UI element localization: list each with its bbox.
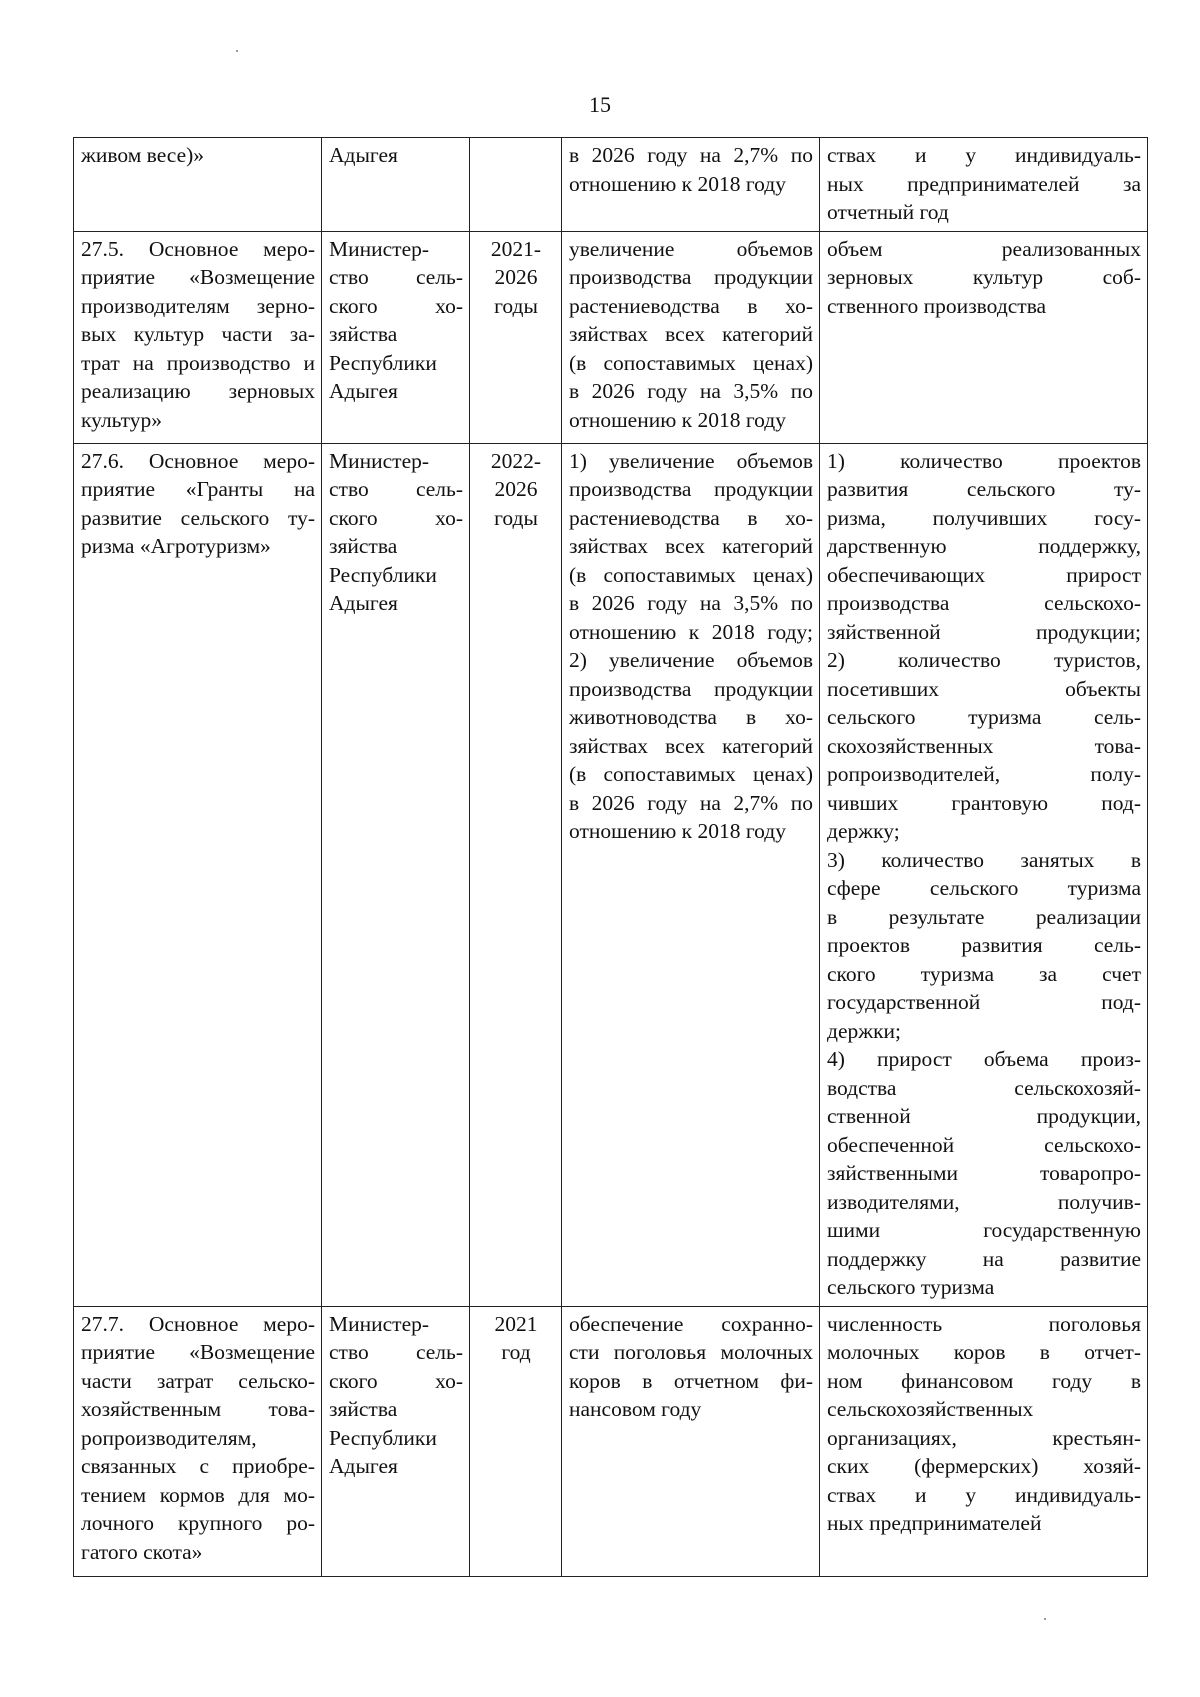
cell-line: зяйственной продукции;	[827, 619, 1141, 644]
period-cell	[470, 443, 562, 1306]
cell-line: обеспечивающих прирост	[827, 562, 1141, 587]
cell-line: чивших грантовую под-	[827, 790, 1141, 815]
cell-line: растениеводства в хо-	[569, 505, 813, 530]
cell-line: 27.6. Основное меро-	[81, 448, 315, 473]
executor-cell	[322, 1306, 470, 1576]
cell-line: хозяйственным това-	[81, 1397, 315, 1421]
cell-line: 3) количество занятых в	[827, 847, 1141, 872]
cell-line: зяйствах всех категорий	[569, 322, 813, 346]
cell-line: шими государственную	[827, 1218, 1141, 1242]
cell-line: производства продукции	[569, 265, 813, 289]
cell-line: зяйства	[329, 534, 398, 558]
program-measures-table	[73, 137, 1148, 1577]
cell-line: скохозяйственных това-	[827, 733, 1141, 758]
cell-line: 1) количество проектов	[827, 448, 1141, 473]
cell-line: развития сельского ту-	[827, 477, 1141, 501]
cell-line: сельского туризма сель-	[827, 705, 1141, 729]
indicator-cell	[820, 138, 1148, 232]
cell-line: ном финансовом году в	[827, 1368, 1141, 1393]
cell-line: производства продукции	[569, 676, 813, 701]
cell-line: 2021-	[490, 236, 542, 261]
cell-line: проектов развития сель-	[827, 933, 1141, 957]
cell-line: гатого скота»	[81, 1539, 203, 1564]
cell-line: 2) количество туристов,	[827, 648, 1141, 672]
result-cell	[562, 443, 820, 1306]
cell-line: отношению к 2018 году	[569, 171, 786, 196]
table-row	[74, 443, 1148, 1306]
cell-line: 27.5. Основное меро-	[81, 236, 315, 261]
cell-line: Министер-	[329, 1311, 430, 1336]
cell-line: ственной продукции,	[827, 1104, 1141, 1128]
result-cell	[562, 138, 820, 232]
cell-line: поддержку на развитие	[827, 1246, 1141, 1271]
cell-line: тением кормов для мо-	[81, 1482, 315, 1507]
page-number: 15	[589, 92, 611, 117]
cell-line: 2021	[494, 1311, 538, 1336]
cell-line: ских (фермерских) хозяй-	[827, 1454, 1141, 1478]
cell-line: год	[501, 1340, 531, 1364]
scan-speck	[1044, 1618, 1046, 1620]
table-row	[74, 231, 1148, 443]
executor-cell	[322, 138, 470, 232]
cell-line: 2) увеличение объемов	[569, 648, 813, 672]
cell-line: связанных с приобре-	[81, 1454, 315, 1478]
cell-line: 4) прирост объема произ-	[827, 1047, 1141, 1071]
cell-line: Адыгея	[329, 143, 398, 167]
cell-line: трат на производство и	[81, 350, 315, 375]
cell-line: численность поголовья	[827, 1311, 1141, 1336]
cell-line: в 2026 году на 2,7% по	[569, 790, 813, 815]
result-cell	[562, 231, 820, 443]
table-row	[74, 138, 1148, 232]
cell-line: реализацию зерновых	[81, 379, 315, 403]
cell-line: производства сельскохо-	[827, 591, 1141, 615]
cell-line: нансовом году	[569, 1397, 702, 1421]
cell-line: государственной под-	[827, 990, 1141, 1014]
cell-line: ского хо-	[329, 293, 463, 318]
period-cell	[470, 231, 562, 443]
cell-line: ство сель-	[329, 477, 463, 501]
executor-cell	[322, 443, 470, 1306]
cell-line: 2026	[494, 265, 538, 289]
cell-line: живом весе)»	[81, 143, 205, 167]
period-cell	[470, 138, 562, 232]
cell-line: растениеводства в хо-	[569, 293, 813, 318]
cell-line: Республики	[329, 562, 437, 587]
cell-line: животноводства в хо-	[569, 705, 813, 729]
cell-line: отношению к 2018 году	[569, 407, 786, 432]
cell-line: 2022-	[490, 448, 542, 473]
cell-line: водства сельскохозяй-	[827, 1075, 1141, 1100]
cell-line: производства продукции	[569, 477, 813, 501]
cell-line: годы	[494, 505, 538, 530]
cell-line: производителям зерно-	[81, 293, 315, 318]
cell-line: в 2026 году на 2,7% по	[569, 143, 813, 167]
cell-line: ство сель-	[329, 1340, 463, 1364]
cell-line: обеспечение сохранно-	[569, 1311, 813, 1336]
cell-line: отношению к 2018 году	[569, 819, 786, 843]
cell-line: Министер-	[329, 236, 430, 261]
cell-line: приятие «Возмещение	[81, 265, 315, 289]
cell-line: отношению к 2018 году;	[569, 619, 813, 644]
result-cell	[562, 1306, 820, 1576]
cell-line: 2026	[494, 477, 538, 501]
cell-line: Министер-	[329, 448, 430, 473]
cell-line: ропроизводителям,	[81, 1425, 257, 1450]
event-cell	[74, 231, 322, 443]
cell-line: в 2026 году на 3,5% по	[569, 591, 813, 615]
cell-line: ных предпринимателей	[827, 1511, 1042, 1535]
cell-line: зерновых культур соб-	[827, 265, 1141, 289]
cell-line: ропроизводителей, полу-	[827, 762, 1141, 786]
period-cell	[470, 1306, 562, 1576]
cell-line: коров в отчетном фи-	[569, 1368, 813, 1393]
cell-line: ского хо-	[329, 1368, 463, 1393]
cell-line: зяйства	[329, 1397, 398, 1421]
event-cell	[74, 1306, 322, 1576]
cell-line: развитие сельского ту-	[81, 505, 315, 530]
cell-line: ствах и у индивидуаль-	[827, 143, 1141, 167]
cell-line: организациях, крестьян-	[827, 1425, 1141, 1450]
cell-line: дарственную поддержку,	[827, 534, 1141, 558]
cell-line: в 2026 году на 3,5% по	[569, 379, 813, 403]
cell-line: ствах и у индивидуаль-	[827, 1482, 1141, 1507]
cell-line: сфере сельского туризма	[827, 876, 1141, 900]
event-cell	[74, 138, 322, 232]
cell-line: культур»	[81, 407, 163, 432]
cell-line: отчетный год	[827, 200, 949, 224]
cell-line: посетивших объекты	[827, 676, 1141, 701]
cell-line: увеличение объемов	[569, 236, 813, 261]
cell-line: зяйствах всех категорий	[569, 534, 813, 558]
scan-speck	[236, 50, 238, 52]
cell-line: ризма, получивших госу-	[827, 505, 1141, 530]
cell-line: 27.7. Основное меро-	[81, 1311, 315, 1336]
indicator-cell	[820, 1306, 1148, 1576]
indicator-cell	[820, 231, 1148, 443]
cell-line: ственного производства	[827, 293, 1047, 318]
cell-line: держки;	[827, 1018, 902, 1043]
cell-line: ского туризма за счет	[827, 961, 1141, 986]
cell-line: сельского туризма	[827, 1275, 995, 1299]
cell-line: части затрат сельско-	[81, 1368, 315, 1393]
cell-line: (в сопоставимых ценах)	[569, 562, 813, 587]
cell-line: Республики	[329, 1425, 437, 1450]
cell-line: Адыгея	[329, 591, 398, 615]
cell-line: лочного крупного ро-	[81, 1511, 315, 1535]
cell-line: объем реализованных	[827, 236, 1141, 261]
cell-line: Республики	[329, 350, 437, 375]
cell-line: ризма «Агротуризм»	[81, 534, 271, 558]
cell-line: обеспеченной сельскохо-	[827, 1132, 1141, 1157]
table-row	[74, 1306, 1148, 1576]
cell-line: ных предпринимателей за	[827, 171, 1141, 196]
cell-line: зяйственными товаропро-	[827, 1161, 1141, 1185]
cell-line: в результате реализации	[827, 904, 1141, 929]
cell-line: (в сопоставимых ценах)	[569, 762, 813, 786]
cell-line: ского хо-	[329, 505, 463, 530]
cell-line: держку;	[827, 819, 900, 843]
cell-line: вых культур части за-	[81, 322, 315, 346]
executor-cell	[322, 231, 470, 443]
cell-line: изводителями, получив-	[827, 1189, 1141, 1214]
cell-line: Адыгея	[329, 379, 398, 403]
indicator-cell	[820, 443, 1148, 1306]
cell-line: приятие «Гранты на	[81, 477, 315, 501]
event-cell	[74, 443, 322, 1306]
cell-line: ство сель-	[329, 265, 463, 289]
cell-line: Адыгея	[329, 1454, 398, 1478]
cell-line: приятие «Возмещение	[81, 1340, 315, 1364]
cell-line: 1) увеличение объемов	[569, 448, 813, 473]
cell-line: зяйства	[329, 322, 398, 346]
cell-line: сельскохозяйственных	[827, 1397, 1034, 1421]
cell-line: зяйствах всех категорий	[569, 733, 813, 758]
cell-line: сти поголовья молочных	[569, 1340, 813, 1364]
cell-line: годы	[494, 293, 538, 318]
cell-line: молочных коров в отчет-	[827, 1340, 1141, 1364]
cell-line: (в сопоставимых ценах)	[569, 350, 813, 375]
